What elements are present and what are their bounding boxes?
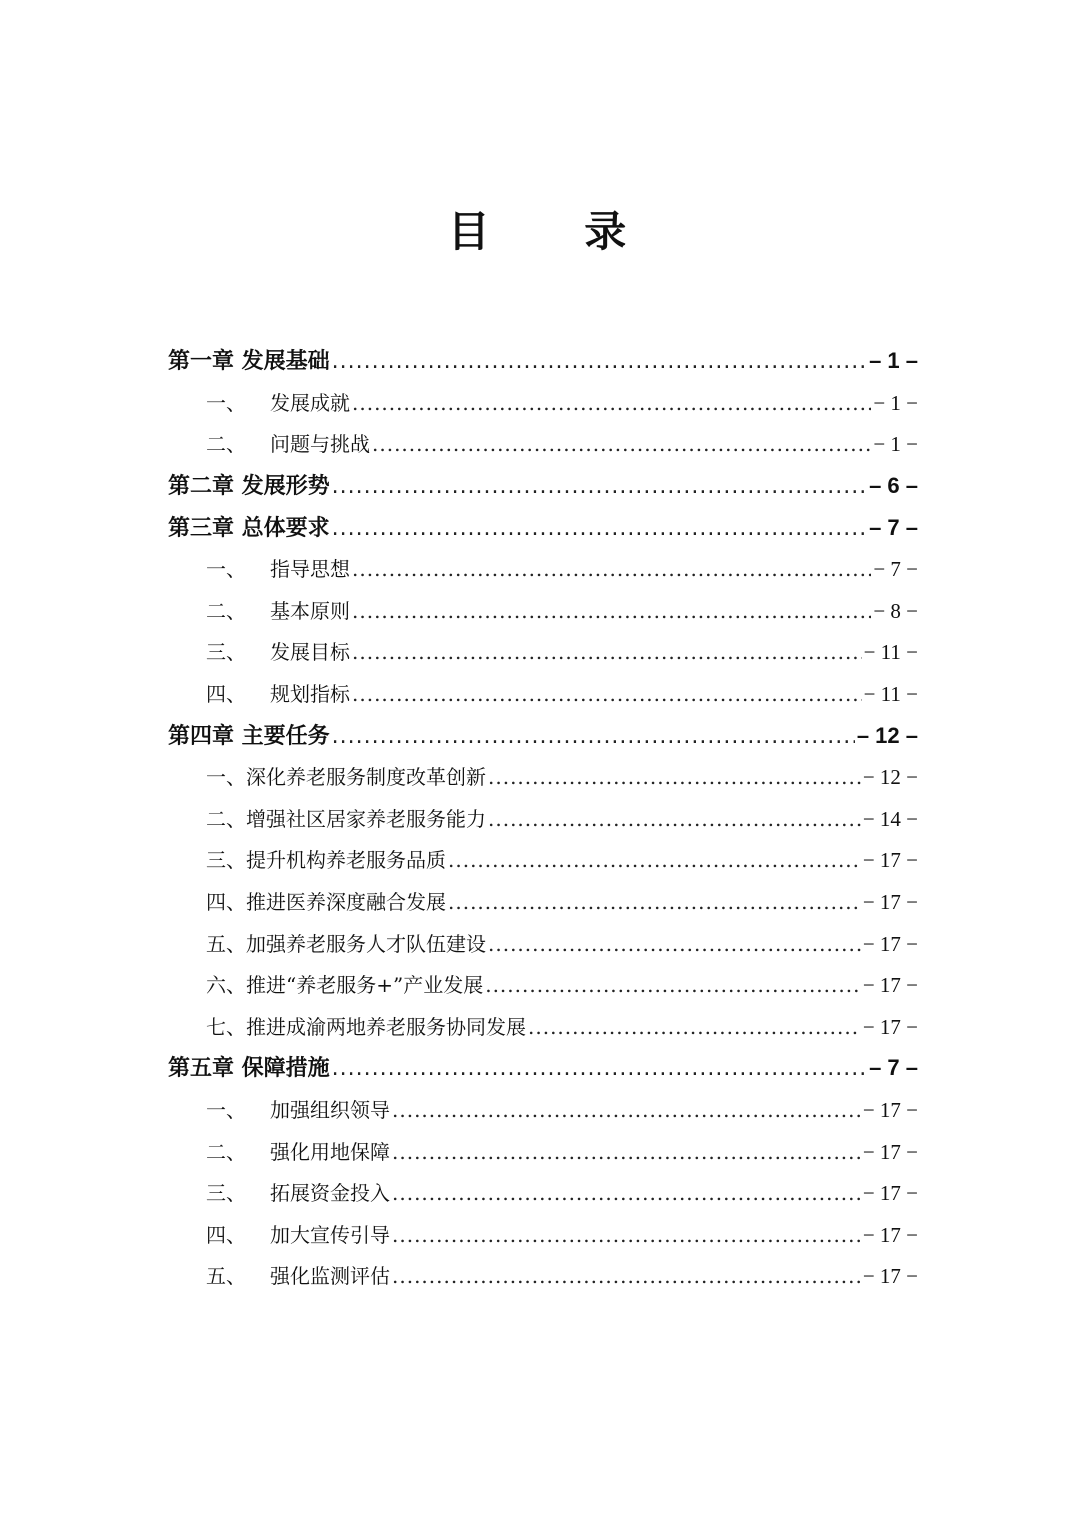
toc-label: 第二章 发展形势	[168, 474, 330, 499]
toc-page-number: − 17 −	[862, 1181, 918, 1205]
toc-section[interactable]	[206, 428, 918, 460]
toc-chapter[interactable]	[168, 470, 918, 502]
toc-label: 指导思想	[270, 557, 350, 581]
toc-label: 基本原则	[270, 599, 350, 623]
toc-page-number: − 7 −	[873, 557, 918, 581]
toc-label: 第四章 主要任务	[168, 724, 330, 749]
toc-section[interactable]	[206, 678, 918, 710]
toc-label: 第五章 保障措施	[168, 1056, 330, 1081]
toc-section[interactable]	[206, 761, 918, 793]
toc-section[interactable]	[206, 1260, 918, 1292]
toc-section-number: 一、	[206, 557, 246, 581]
toc-page-number: − 12 −	[862, 765, 918, 789]
toc-chapter[interactable]	[168, 512, 918, 544]
toc-page-number: − 17 −	[862, 1223, 918, 1247]
toc-section-number: 二、	[206, 1140, 246, 1164]
toc-section[interactable]	[206, 1177, 918, 1209]
toc-label: 增强社区居家养老服务能力	[246, 807, 486, 831]
dot-leader	[332, 346, 867, 378]
dot-leader	[332, 513, 867, 545]
toc-section-number: 二、	[206, 807, 246, 831]
toc-label: 加强组织领导	[270, 1098, 390, 1122]
toc-page-number: − 1 −	[873, 432, 918, 456]
toc-page-number: – 1 –	[869, 348, 918, 373]
toc-page-number: − 17 −	[862, 848, 918, 872]
toc-section[interactable]	[206, 636, 918, 668]
toc-section[interactable]	[206, 595, 918, 627]
toc-label: 强化用地保障	[270, 1140, 390, 1164]
toc-label: 第一章 发展基础	[168, 349, 330, 374]
toc-section-number: 二、	[206, 599, 246, 623]
toc-label: 加大宣传引导	[270, 1223, 390, 1247]
toc-section[interactable]	[206, 886, 918, 918]
dot-leader	[485, 969, 861, 1001]
dot-leader	[392, 1177, 861, 1209]
dot-leader	[332, 1053, 867, 1085]
toc-section[interactable]	[206, 803, 918, 835]
toc-section-number: 四、	[206, 682, 246, 706]
toc-page-number: − 11 −	[863, 682, 918, 706]
dot-leader	[392, 1219, 861, 1251]
toc-section-number: 一、	[206, 1098, 246, 1122]
dot-leader	[392, 1094, 861, 1126]
toc-chapter[interactable]	[168, 720, 918, 752]
toc-label: 发展成就	[270, 391, 350, 415]
toc-section-number: 四、	[206, 1223, 246, 1247]
dot-leader	[352, 553, 871, 585]
toc-label: 推进“养老服务+”产业发展	[246, 973, 484, 997]
dot-leader	[488, 928, 861, 960]
toc-section-number: 二、	[206, 432, 246, 456]
toc-section-number: 六、	[206, 973, 246, 997]
toc-section-number: 三、	[206, 1181, 246, 1205]
toc-label: 问题与挑战	[270, 432, 370, 456]
toc-section[interactable]	[206, 1136, 918, 1168]
dot-leader	[448, 886, 861, 918]
dot-leader	[332, 721, 855, 753]
dot-leader	[352, 387, 871, 419]
toc-section[interactable]	[206, 928, 918, 960]
toc-label: 强化监测评估	[270, 1264, 390, 1288]
toc-page-number: − 17 −	[862, 973, 918, 997]
toc-section[interactable]	[206, 1219, 918, 1251]
toc-label: 发展目标	[270, 640, 350, 664]
toc-section-number: 五、	[206, 1264, 246, 1288]
toc-section-number: 四、	[206, 890, 246, 914]
dot-leader	[488, 761, 861, 793]
dot-leader	[392, 1260, 861, 1292]
toc-page-number: − 14 −	[862, 807, 918, 831]
toc-section-number: 一、	[206, 765, 246, 789]
toc-page-number: − 17 −	[862, 1140, 918, 1164]
toc-section[interactable]	[206, 844, 918, 876]
toc-page-number: – 7 –	[869, 1055, 918, 1080]
dot-leader	[352, 678, 862, 710]
toc-section[interactable]	[206, 553, 918, 585]
toc-page-number: – 12 –	[856, 723, 918, 748]
toc-page-number: − 11 −	[863, 640, 918, 664]
toc-label: 推进成渝两地养老服务协同发展	[246, 1015, 526, 1039]
toc-page-number: − 1 −	[873, 391, 918, 415]
toc-page-number: − 17 −	[862, 1098, 918, 1122]
toc-label: 加强养老服务人才队伍建设	[246, 932, 486, 956]
toc-section-number: 五、	[206, 932, 246, 956]
toc-chapter[interactable]	[168, 345, 918, 377]
dot-leader	[332, 471, 867, 503]
toc-section[interactable]	[206, 969, 918, 1001]
dot-leader	[528, 1011, 861, 1043]
toc-label: 深化养老服务制度改革创新	[246, 765, 486, 789]
toc-page-number: − 17 −	[862, 1264, 918, 1288]
dot-leader	[352, 595, 871, 627]
toc-page-number: − 17 −	[862, 932, 918, 956]
toc-section-number: 三、	[206, 640, 246, 664]
dot-leader	[352, 636, 862, 668]
toc-page-number: – 6 –	[869, 473, 918, 498]
toc-section-number: 一、	[206, 391, 246, 415]
dot-leader	[392, 1136, 861, 1168]
toc-section[interactable]	[206, 387, 918, 419]
toc-section-number: 七、	[206, 1015, 246, 1039]
toc-page-number: − 8 −	[873, 599, 918, 623]
toc-label: 提升机构养老服务品质	[246, 848, 446, 872]
toc-chapter[interactable]	[168, 1052, 918, 1084]
toc-label: 拓展资金投入	[270, 1181, 390, 1205]
toc-section[interactable]	[206, 1094, 918, 1126]
toc-label: 规划指标	[270, 682, 350, 706]
toc-section[interactable]	[206, 1011, 918, 1043]
dot-leader	[448, 844, 861, 876]
dot-leader	[488, 803, 861, 835]
toc-page-number: − 17 −	[862, 890, 918, 914]
toc-label: 第三章 总体要求	[168, 516, 330, 541]
toc-page-number: – 7 –	[869, 515, 918, 540]
page-title: 目 录	[447, 207, 667, 256]
toc-section-number: 三、	[206, 848, 246, 872]
dot-leader	[372, 428, 871, 460]
toc-label: 推进医养深度融合发展	[246, 890, 446, 914]
toc-page-number: − 17 −	[862, 1015, 918, 1039]
